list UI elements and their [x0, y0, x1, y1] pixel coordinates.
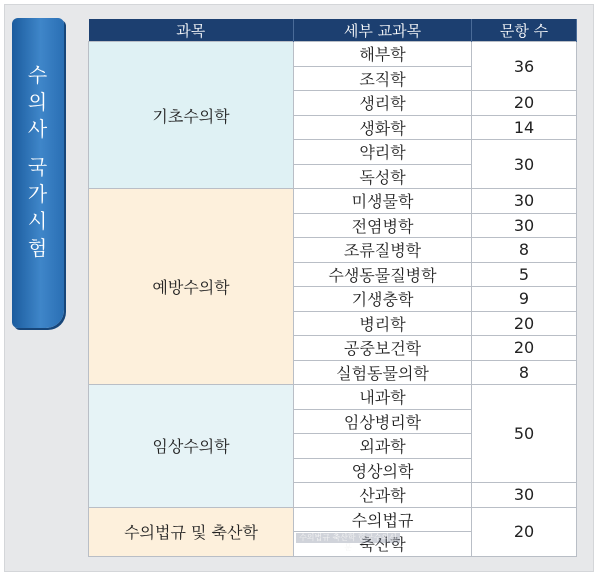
- subject-cell: 축산학: [294, 532, 472, 557]
- subject-cell: 수의법규: [294, 507, 472, 532]
- count-cell: 30: [472, 213, 577, 238]
- subject-cell: 기생충학: [294, 287, 472, 312]
- count-cell: 9: [472, 287, 577, 312]
- side-char: 가: [27, 182, 49, 206]
- header-subject: 세부 교과목: [294, 19, 472, 42]
- side-title-tab: [12, 18, 64, 328]
- header-count: 문항 수: [472, 19, 577, 42]
- subject-cell: 해부학: [294, 42, 472, 67]
- table-row: [89, 189, 577, 214]
- subject-cell: 산과학: [294, 483, 472, 508]
- category-cell: 수의법규 및 축산학: [89, 507, 294, 556]
- count-cell: 20: [472, 507, 577, 556]
- subject-cell: 미생물학: [294, 189, 472, 214]
- count-cell: 8: [472, 238, 577, 263]
- subject-cell: 생화학: [294, 115, 472, 140]
- subject-cell: 내과학: [294, 385, 472, 410]
- side-char: 험: [27, 236, 49, 260]
- count-cell: 20: [472, 311, 577, 336]
- subject-cell: 전염병학: [294, 213, 472, 238]
- subject-cell: 조직학: [294, 66, 472, 91]
- subject-cell: 영상의학: [294, 458, 472, 483]
- side-char: 사: [27, 117, 49, 141]
- category-cell: 기초수의학: [89, 42, 294, 189]
- category-cell: 임상수의학: [89, 385, 294, 508]
- side-char: 의: [27, 90, 49, 114]
- subject-cell: 약리학: [294, 140, 472, 165]
- count-cell: 30: [472, 483, 577, 508]
- table-row: [89, 385, 577, 410]
- subject-cell: 실험동물의학: [294, 360, 472, 385]
- side-char: 시: [27, 209, 49, 233]
- table-header-row: [89, 19, 577, 42]
- category-cell: 예방수의학: [89, 189, 294, 385]
- count-cell: 20: [472, 336, 577, 361]
- watermark-overlay: 수의법규 축산학 한국수의신문: [296, 533, 400, 543]
- subject-cell: 병리학: [294, 311, 472, 336]
- subject-cell: 외과학: [294, 434, 472, 459]
- exam-subjects-table: [88, 19, 577, 557]
- subject-cell: 독성학: [294, 164, 472, 189]
- count-cell: 30: [472, 140, 577, 189]
- subject-cell: 임상병리학: [294, 409, 472, 434]
- side-title-line2: [12, 154, 64, 262]
- count-cell: 20: [472, 91, 577, 116]
- count-cell: 5: [472, 262, 577, 287]
- count-cell: 14: [472, 115, 577, 140]
- side-char: 수: [27, 63, 49, 87]
- count-cell: 36: [472, 42, 577, 91]
- subject-cell: 수생동물질병학: [294, 262, 472, 287]
- subject-cell: 공중보건학: [294, 336, 472, 361]
- count-cell: 8: [472, 360, 577, 385]
- count-cell: 50: [472, 385, 577, 483]
- table-row: [89, 507, 577, 532]
- subject-cell: 생리학: [294, 91, 472, 116]
- header-category: 과목: [89, 19, 294, 42]
- count-cell: 30: [472, 189, 577, 214]
- table-row: [89, 42, 577, 67]
- side-title-line1: [12, 62, 64, 143]
- subject-cell: 조류질병학: [294, 238, 472, 263]
- side-char: 국: [27, 155, 49, 179]
